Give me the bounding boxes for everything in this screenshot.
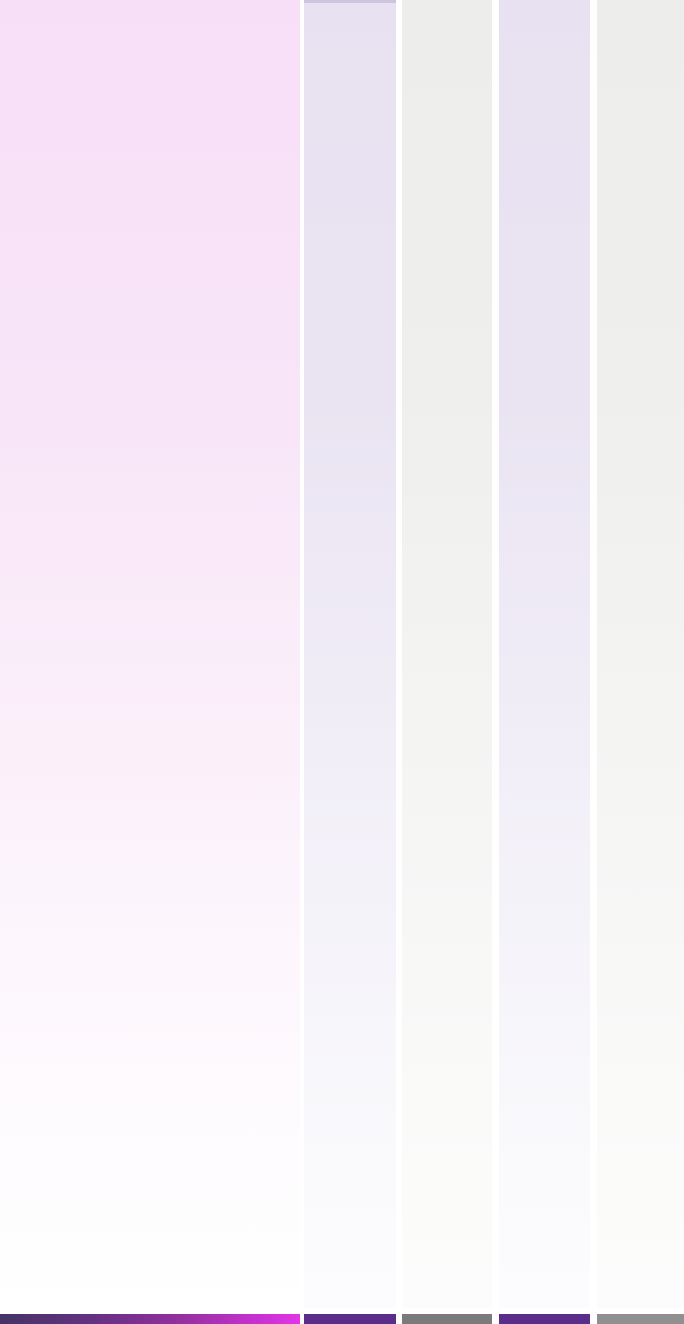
column-2-background [402,0,492,1308]
next-section-bar-col2 [402,1314,492,1324]
label-column-background [0,0,300,1308]
column-1-background [304,0,396,1308]
next-section-bar-col1 [304,1314,396,1324]
previous-row-edge [304,0,396,3]
next-section-bar-label [0,1314,300,1324]
column-3-background [499,0,590,1308]
next-section-bar-col4 [597,1314,684,1324]
next-section-bar-col3 [499,1314,590,1324]
column-4-background [597,0,684,1308]
